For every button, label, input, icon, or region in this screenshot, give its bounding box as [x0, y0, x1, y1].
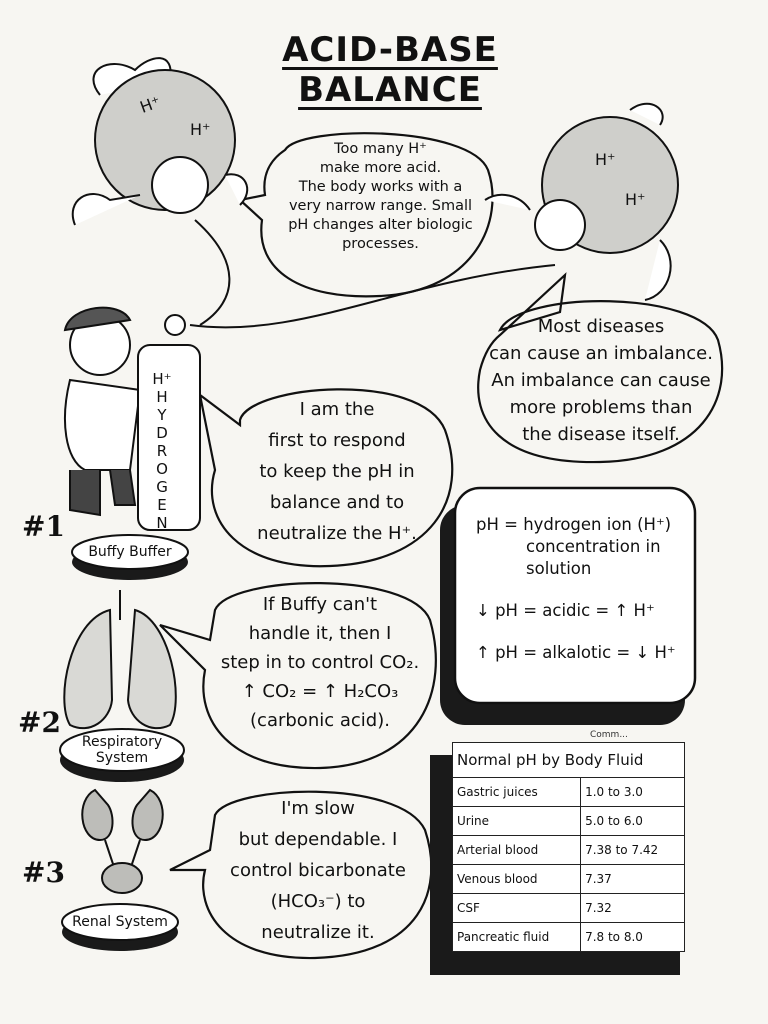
tube-1	[195, 220, 229, 325]
tank-letter: H⁺	[152, 370, 172, 388]
table-row	[453, 865, 685, 894]
bubble-line: make more acid.	[319, 160, 442, 176]
label-line: System	[95, 750, 149, 766]
tank-letter: E	[157, 496, 167, 514]
ball-h-label: H⁺	[625, 190, 646, 209]
table-row	[453, 894, 685, 923]
ph-definition-line: pH = hydrogen ion (H⁺)	[476, 515, 672, 534]
tank-letter: Y	[157, 406, 167, 424]
bubble-text-respiratory	[210, 590, 430, 735]
bubble-line: balance and to	[269, 492, 405, 513]
table-row	[453, 807, 685, 836]
bubble-line: (HCO₃⁻) to	[270, 891, 366, 912]
fluid-cell: Venous blood	[453, 865, 581, 894]
ball-h-label: H⁺	[595, 150, 616, 169]
tank-letter: R	[156, 442, 168, 460]
bubble-line: An imbalance can cause	[491, 370, 711, 391]
ph-cell: 7.8 to 8.0	[581, 923, 685, 952]
bubble-text-buffer	[232, 394, 442, 549]
bubble-line: but dependable. I	[238, 829, 398, 850]
bubble-line: pH changes alter biologic	[288, 217, 473, 233]
step-number-1: #1	[22, 510, 65, 543]
table-header: Normal pH by Body Fluid	[453, 743, 685, 778]
bubble-line: to keep the pH in	[259, 461, 415, 482]
bubble-line: neutralize it.	[261, 922, 375, 943]
bubble-line: handle it, then I	[248, 623, 392, 644]
ph-acidic-rule: ↓ pH = acidic = ↑ H⁺	[476, 601, 655, 620]
fluid-cell: Gastric juices	[453, 778, 581, 807]
ph-alkalotic-rule: ↑ pH = alkalotic = ↓ H⁺	[476, 643, 676, 662]
ph-definition-box	[462, 498, 694, 695]
bubble-line: I'm slow	[281, 798, 355, 819]
label-line: Respiratory	[81, 734, 163, 750]
respiratory-system-label	[62, 734, 182, 766]
normal-ph-table	[452, 742, 685, 952]
bubble-text-top	[268, 140, 493, 254]
step-number-2: #2	[18, 706, 61, 739]
fluid-cell: Pancreatic fluid	[453, 923, 581, 952]
tank-letter: H	[156, 388, 168, 406]
artist-signature: Comm...	[590, 730, 628, 740]
table-row	[453, 836, 685, 865]
buffy-buffer-label: Buffy Buffer	[88, 544, 172, 560]
bubble-line: Most diseases	[537, 316, 665, 337]
tank-letter: D	[156, 424, 168, 442]
bubble-line: can cause an imbalance.	[489, 343, 713, 364]
bubble-line: I am the	[299, 399, 375, 420]
ph-cell: 7.38 to 7.42	[581, 836, 685, 865]
ph-definition-line: solution	[526, 559, 592, 578]
fluid-cell: Urine	[453, 807, 581, 836]
bubble-text-right	[486, 313, 716, 448]
ph-cell: 7.32	[581, 894, 685, 923]
tank-letter: N	[156, 514, 168, 532]
bubble-line: step in to control CO₂.	[220, 652, 420, 673]
bubble-text-renal	[208, 793, 428, 948]
fluid-cell: CSF	[453, 894, 581, 923]
ball-h-label: H⁺	[137, 92, 164, 117]
bubble-line: If Buffy can't	[262, 594, 378, 615]
bubble-line: the disease itself.	[522, 424, 680, 445]
bubble-line: processes.	[342, 236, 419, 252]
tank-letter: G	[156, 478, 168, 496]
bubble-line: Too many H⁺	[334, 141, 427, 157]
bubble-line: (carbonic acid).	[250, 710, 390, 731]
hydrogen-tank-label	[152, 370, 172, 532]
bubble-line: ↑ CO₂ = ↑ H₂CO₃	[241, 681, 399, 702]
bubble-line: first to respond	[268, 430, 406, 451]
page-title: ACID-BASE BALANCE	[282, 30, 498, 110]
bubble-line: very narrow range. Small	[288, 198, 473, 214]
ph-cell: 1.0 to 3.0	[581, 778, 685, 807]
lungs-illustration	[64, 590, 175, 728]
bubble-line: neutralize the H⁺.	[257, 523, 417, 544]
renal-system-label: Renal System	[72, 914, 168, 930]
ph-definition-line: concentration in	[526, 537, 661, 556]
kidneys-illustration	[82, 790, 162, 893]
table-row	[453, 778, 685, 807]
ph-cell: 5.0 to 6.0	[581, 807, 685, 836]
step-number-3: #3	[22, 856, 65, 889]
ph-cell: 7.37	[581, 865, 685, 894]
bubble-line: The body works with a	[298, 179, 463, 195]
table-row	[453, 923, 685, 952]
buffy-buffer-character	[65, 308, 200, 530]
bubble-line: control bicarbonate	[230, 860, 406, 881]
ball-h-label: H⁺	[190, 120, 211, 139]
fluid-cell: Arterial blood	[453, 836, 581, 865]
tank-letter: O	[156, 460, 168, 478]
bubble-line: more problems than	[509, 397, 693, 418]
